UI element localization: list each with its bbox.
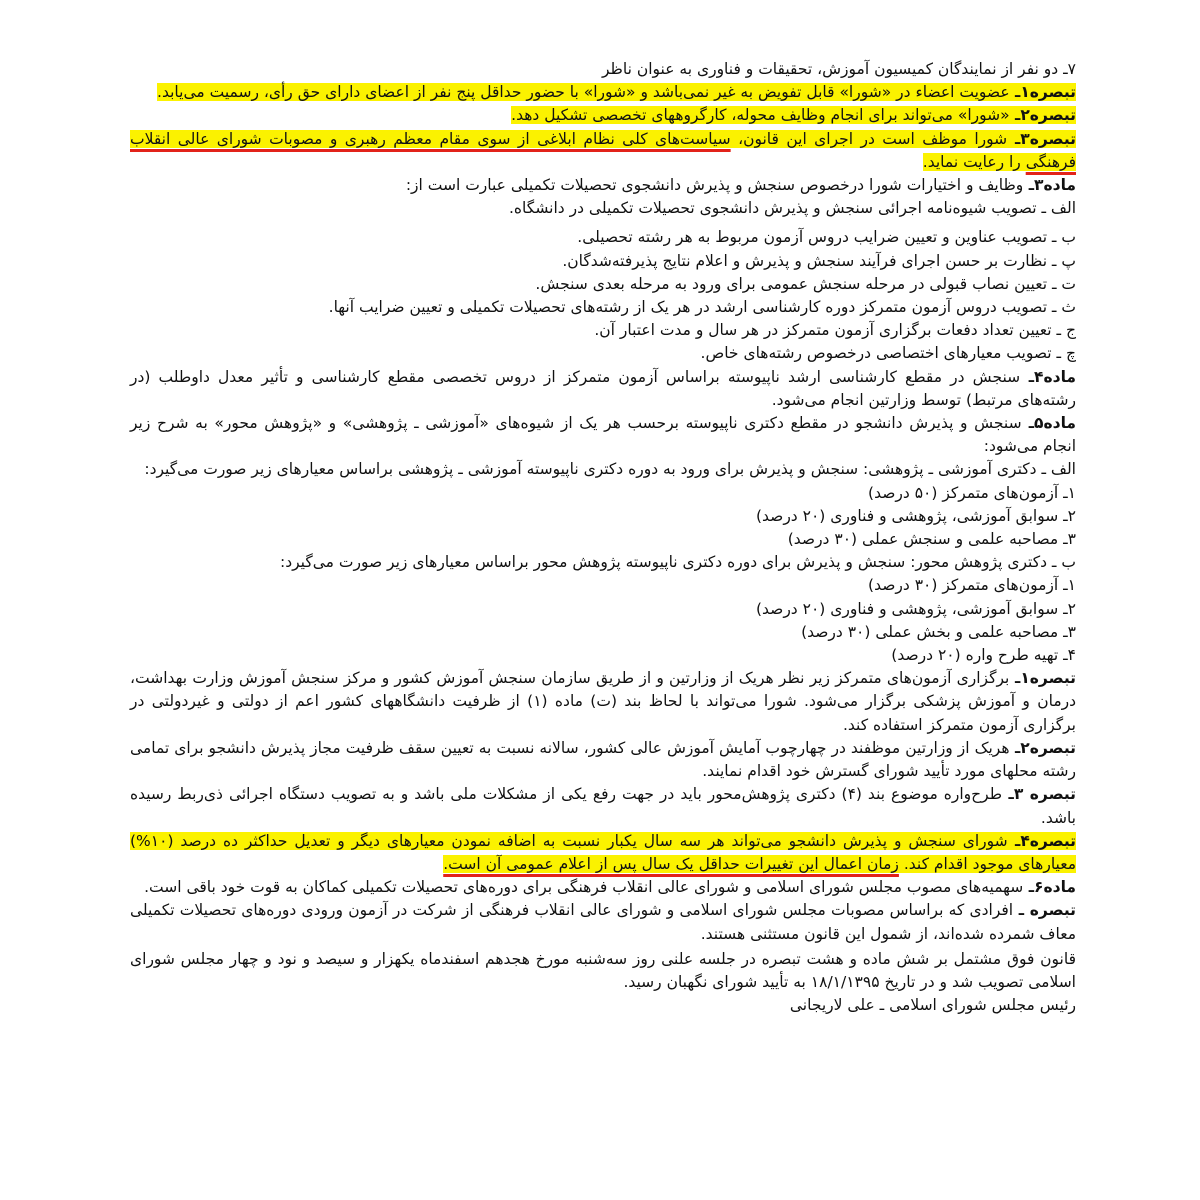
paragraph-b15 bbox=[130, 482, 1076, 505]
text-run: ۲ـ سوابق آموزشی، پژوهشی و فناوری (۲۰ درصد) bbox=[755, 599, 1076, 618]
text-run: شورا موظف است در اجرای این قانون، bbox=[730, 129, 1008, 148]
paragraph-b30 bbox=[130, 994, 1076, 1017]
paragraph-b6 bbox=[130, 226, 1076, 249]
text-run: ب ـ دکتری پژوهش محور: سنجش و پذیرش برای دوره دکتری ناپیوسته پژوهش محور براساس معیارهای زیر صورت می‌گیرد: bbox=[279, 553, 1076, 572]
paragraph-b17 bbox=[130, 528, 1076, 551]
paragraph-b3 bbox=[130, 128, 1076, 174]
paragraph-b27 bbox=[130, 876, 1076, 899]
clause-label: ماده۶ـ bbox=[1023, 878, 1076, 897]
text-run: وظایف و اختیارات شورا درخصوص سنجش و پذیرش دانشجوی تحصیلات تکمیلی عبارت است از: bbox=[405, 176, 1024, 195]
clause-label: تبصره ۳ـ bbox=[1002, 785, 1076, 804]
text-run: برگزاری آزمون‌های متمرکز زیر نظر هریک از وزارتین و از طریق سازمان سنجش آموزش کشور و مرکز سنجش آموزش وزارت بهداشت، درمان و آموزش پزشکی برگزار می‌شود. شورا می‌تواند با لحاظ بند (ت) ماده (۱) از ظرفیت دانشگاههای کشور اعم از دولتی و غیردولتی در برگزاری آزمون متمرکز استفاده کند. bbox=[130, 669, 1077, 734]
paragraph-b20 bbox=[130, 598, 1076, 621]
text-run: سنجش و پذیرش دانشجو در مقطع دکتری ناپیوسته برحسب هر یک از شیوه‌های «آموزشی ـ پژوهشی» و «پژوهش محور» به شرح زیر انجام می‌شود: bbox=[130, 414, 1076, 456]
underlined-text: زمان اعمال این تغییرات حداقل یک سال پس از اعلام عمومی آن است. bbox=[443, 854, 899, 873]
clause-label: تبصره۱ـ bbox=[1009, 83, 1076, 102]
text-run: چ ـ تصویب معیارهای اختصاصی درخصوص رشته‌های خاص. bbox=[700, 344, 1076, 363]
paragraph-b4 bbox=[130, 174, 1076, 197]
paragraph-b9 bbox=[130, 296, 1076, 319]
text-run: ۲ـ سوابق آموزشی، پژوهشی و فناوری (۲۰ درصد) bbox=[755, 506, 1076, 525]
clause-label: تبصره۴ـ bbox=[1007, 831, 1076, 850]
clause-label: ماده۵ـ bbox=[1021, 414, 1076, 433]
text-run: قانون فوق مشتمل بر شش ماده و هشت تبصره در جلسه علنی روز سه‌شنبه مورخ هجدهم اسفندماه یکهزار و سیصد و نود و چهار مجلس شورای اسلامی تصویب شد و در تاریخ ۱۸/۱/۱۳۹۵ به تأیید شورای نگهبان رسید. bbox=[130, 949, 1076, 991]
text-run: ۳ـ مصاحبه علمی و سنجش عملی (۳۰ درصد) bbox=[787, 530, 1076, 549]
text-run: «شورا» می‌تواند برای انجام وظایف محوله، کارگروههای تخصصی تشکیل دهد. bbox=[511, 106, 1010, 125]
clause-label: تبصره۲ـ bbox=[1009, 106, 1076, 125]
clause-label: ماده۴ـ bbox=[1020, 367, 1076, 386]
text-run: سهمیه‌های مصوب مجلس شورای اسلامی و شورای عالی انقلاب فرهنگی برای دوره‌های تحصیلات تکمیلی کماکان به قوت خود باقی است. bbox=[144, 878, 1024, 897]
text-run: ث ـ تصویب دروس آزمون متمرکز دوره کارشناسی ارشد در هر یک از رشته‌های تحصیلات تکمیلی و تعیین ضرایب آنها. bbox=[328, 298, 1076, 317]
text-run: رئیس مجلس شورای اسلامی ـ علی لاریجانی bbox=[789, 996, 1076, 1015]
paragraph-b16 bbox=[130, 505, 1076, 528]
paragraph-b23 bbox=[130, 667, 1076, 737]
text-run: ت ـ تعیین نصاب قبولی در مرحله سنجش عمومی برای ورود به مرحله بعدی سنجش. bbox=[535, 274, 1076, 293]
paragraph-b28 bbox=[130, 899, 1076, 945]
text-run: پ ـ نظارت بر حسن اجرای فرآیند سنجش و پذیرش و اعلام نتایج پذیرفته‌شدگان. bbox=[562, 251, 1076, 270]
clause-label: تبصره۱ـ bbox=[1009, 669, 1076, 688]
text-run: را رعایت نماید. bbox=[922, 152, 1026, 171]
paragraph-b18 bbox=[130, 551, 1076, 574]
clause-label: تبصره۲ـ bbox=[1009, 738, 1076, 757]
text-run: الف ـ دکتری آموزشی ـ پژوهشی: سنجش و پذیرش برای ورود به دوره دکتری ناپیوسته آموزشی ـ پژوهشی براساس معیارهای زیر صورت می‌گیرد: bbox=[144, 460, 1076, 479]
paragraph-b22 bbox=[130, 644, 1076, 667]
text-run: شورای سنجش و پذیرش دانشجو می‌تواند هر سه سال یکبار نسبت به اضافه نمودن معیارهای دیگر و تعدیل حداکثر ده درصد (۱۰%) معیارهای موجود اقدام کند. bbox=[130, 831, 1076, 873]
paragraph-b12 bbox=[130, 366, 1076, 412]
paragraph-b8 bbox=[130, 273, 1076, 296]
paragraph-b26 bbox=[130, 830, 1076, 876]
paragraph-b25 bbox=[130, 783, 1076, 829]
paragraph-b2 bbox=[130, 104, 1076, 127]
paragraph-b7 bbox=[130, 250, 1076, 273]
text-run: الف ـ تصویب شیوه‌نامه اجرائی سنجش و پذیرش دانشجوی تحصیلات تکمیلی در دانشگاه. bbox=[508, 199, 1076, 218]
paragraph-b21 bbox=[130, 621, 1076, 644]
text-run: ج ـ تعیین تعداد دفعات برگزاری آزمون متمرکز در هر سال و مدت اعتبار آن. bbox=[594, 321, 1076, 340]
paragraph-b19 bbox=[130, 574, 1076, 597]
text-run: ۳ـ مصاحبه علمی و بخش عملی (۳۰ درصد) bbox=[801, 622, 1076, 641]
paragraph-b10 bbox=[130, 319, 1076, 342]
text-run: ۱ـ آزمون‌های متمرکز (۵۰ درصد) bbox=[868, 483, 1076, 502]
paragraph-b24 bbox=[130, 737, 1076, 783]
text-run: ب ـ تصویب عناوین و تعیین ضرایب دروس آزمون مربوط به هر رشته تحصیلی. bbox=[577, 228, 1076, 247]
paragraph-b0 bbox=[130, 58, 1076, 81]
paragraph-b14 bbox=[130, 458, 1076, 481]
clause-label: تبصره ـ bbox=[1013, 901, 1076, 920]
paragraph-b5 bbox=[130, 197, 1076, 220]
text-run: ۱ـ آزمون‌های متمرکز (۳۰ درصد) bbox=[868, 576, 1076, 595]
text-run: ۴ـ تهیه طرح واره (۲۰ درصد) bbox=[891, 646, 1076, 665]
law-document bbox=[130, 58, 1076, 1017]
underlined-text: سیاست‌های کلی نظام ابلاغی از سوی مقام معظم رهبری و مصوبات شورای عالی انقلاب فرهنگی bbox=[130, 129, 1076, 171]
text-run: افرادی که براساس مصوبات مجلس شورای اسلامی و شورای عالی انقلاب فرهنگی از شرکت در آزمون ورودی دوره‌های تحصیلات تکمیلی معاف شمرده شده‌اند، از شمول این قانون مستثنی هستند. bbox=[130, 901, 1076, 943]
text-run: طرح‌واره موضوع بند (۴) دکتری پژوهش‌محور باید در جهت رفع یکی از مشکلات ملی باشد و به تصویب دستگاه اجرائی ذی‌ربط رسیده باشد. bbox=[130, 785, 1076, 827]
clause-label: ماده۳ـ bbox=[1023, 176, 1076, 195]
clause-label: تبصره۳ـ bbox=[1007, 129, 1076, 148]
text-run: هریک از وزارتین موظفند در چهارچوب آمایش آموزش عالی کشور، سالانه نسبت به تعیین سقف ظرفیت مجاز پذیرش دانشجو برای تمامی رشته محلهای مورد تأیید شورای گسترش خود اقدام نمایند. bbox=[130, 738, 1076, 781]
text-run: سنجش در مقطع کارشناسی ارشد ناپیوسته براساس آزمون متمرکز از دروس تخصصی مقطع کارشناسی و تأثیر معدل داوطلب (در رشته‌های مرتبط) توسط وزارتین انجام می‌شود. bbox=[130, 367, 1076, 409]
text-run: عضویت اعضاء در «شورا» قابل تفویض به غیر نمی‌باشد و «شورا» با حضور حداقل پنج نفر از اعضای دارای حق رأی، رسمیت می‌یابد. bbox=[157, 83, 1010, 102]
text-run: ۷ـ دو نفر از نمایندگان کمیسیون آموزش، تحقیقات و فناوری به عنوان ناظر bbox=[602, 60, 1076, 78]
paragraph-b11 bbox=[130, 342, 1076, 365]
paragraph-b1 bbox=[130, 81, 1076, 104]
paragraph-b13 bbox=[130, 412, 1076, 458]
paragraph-b29 bbox=[130, 948, 1076, 994]
